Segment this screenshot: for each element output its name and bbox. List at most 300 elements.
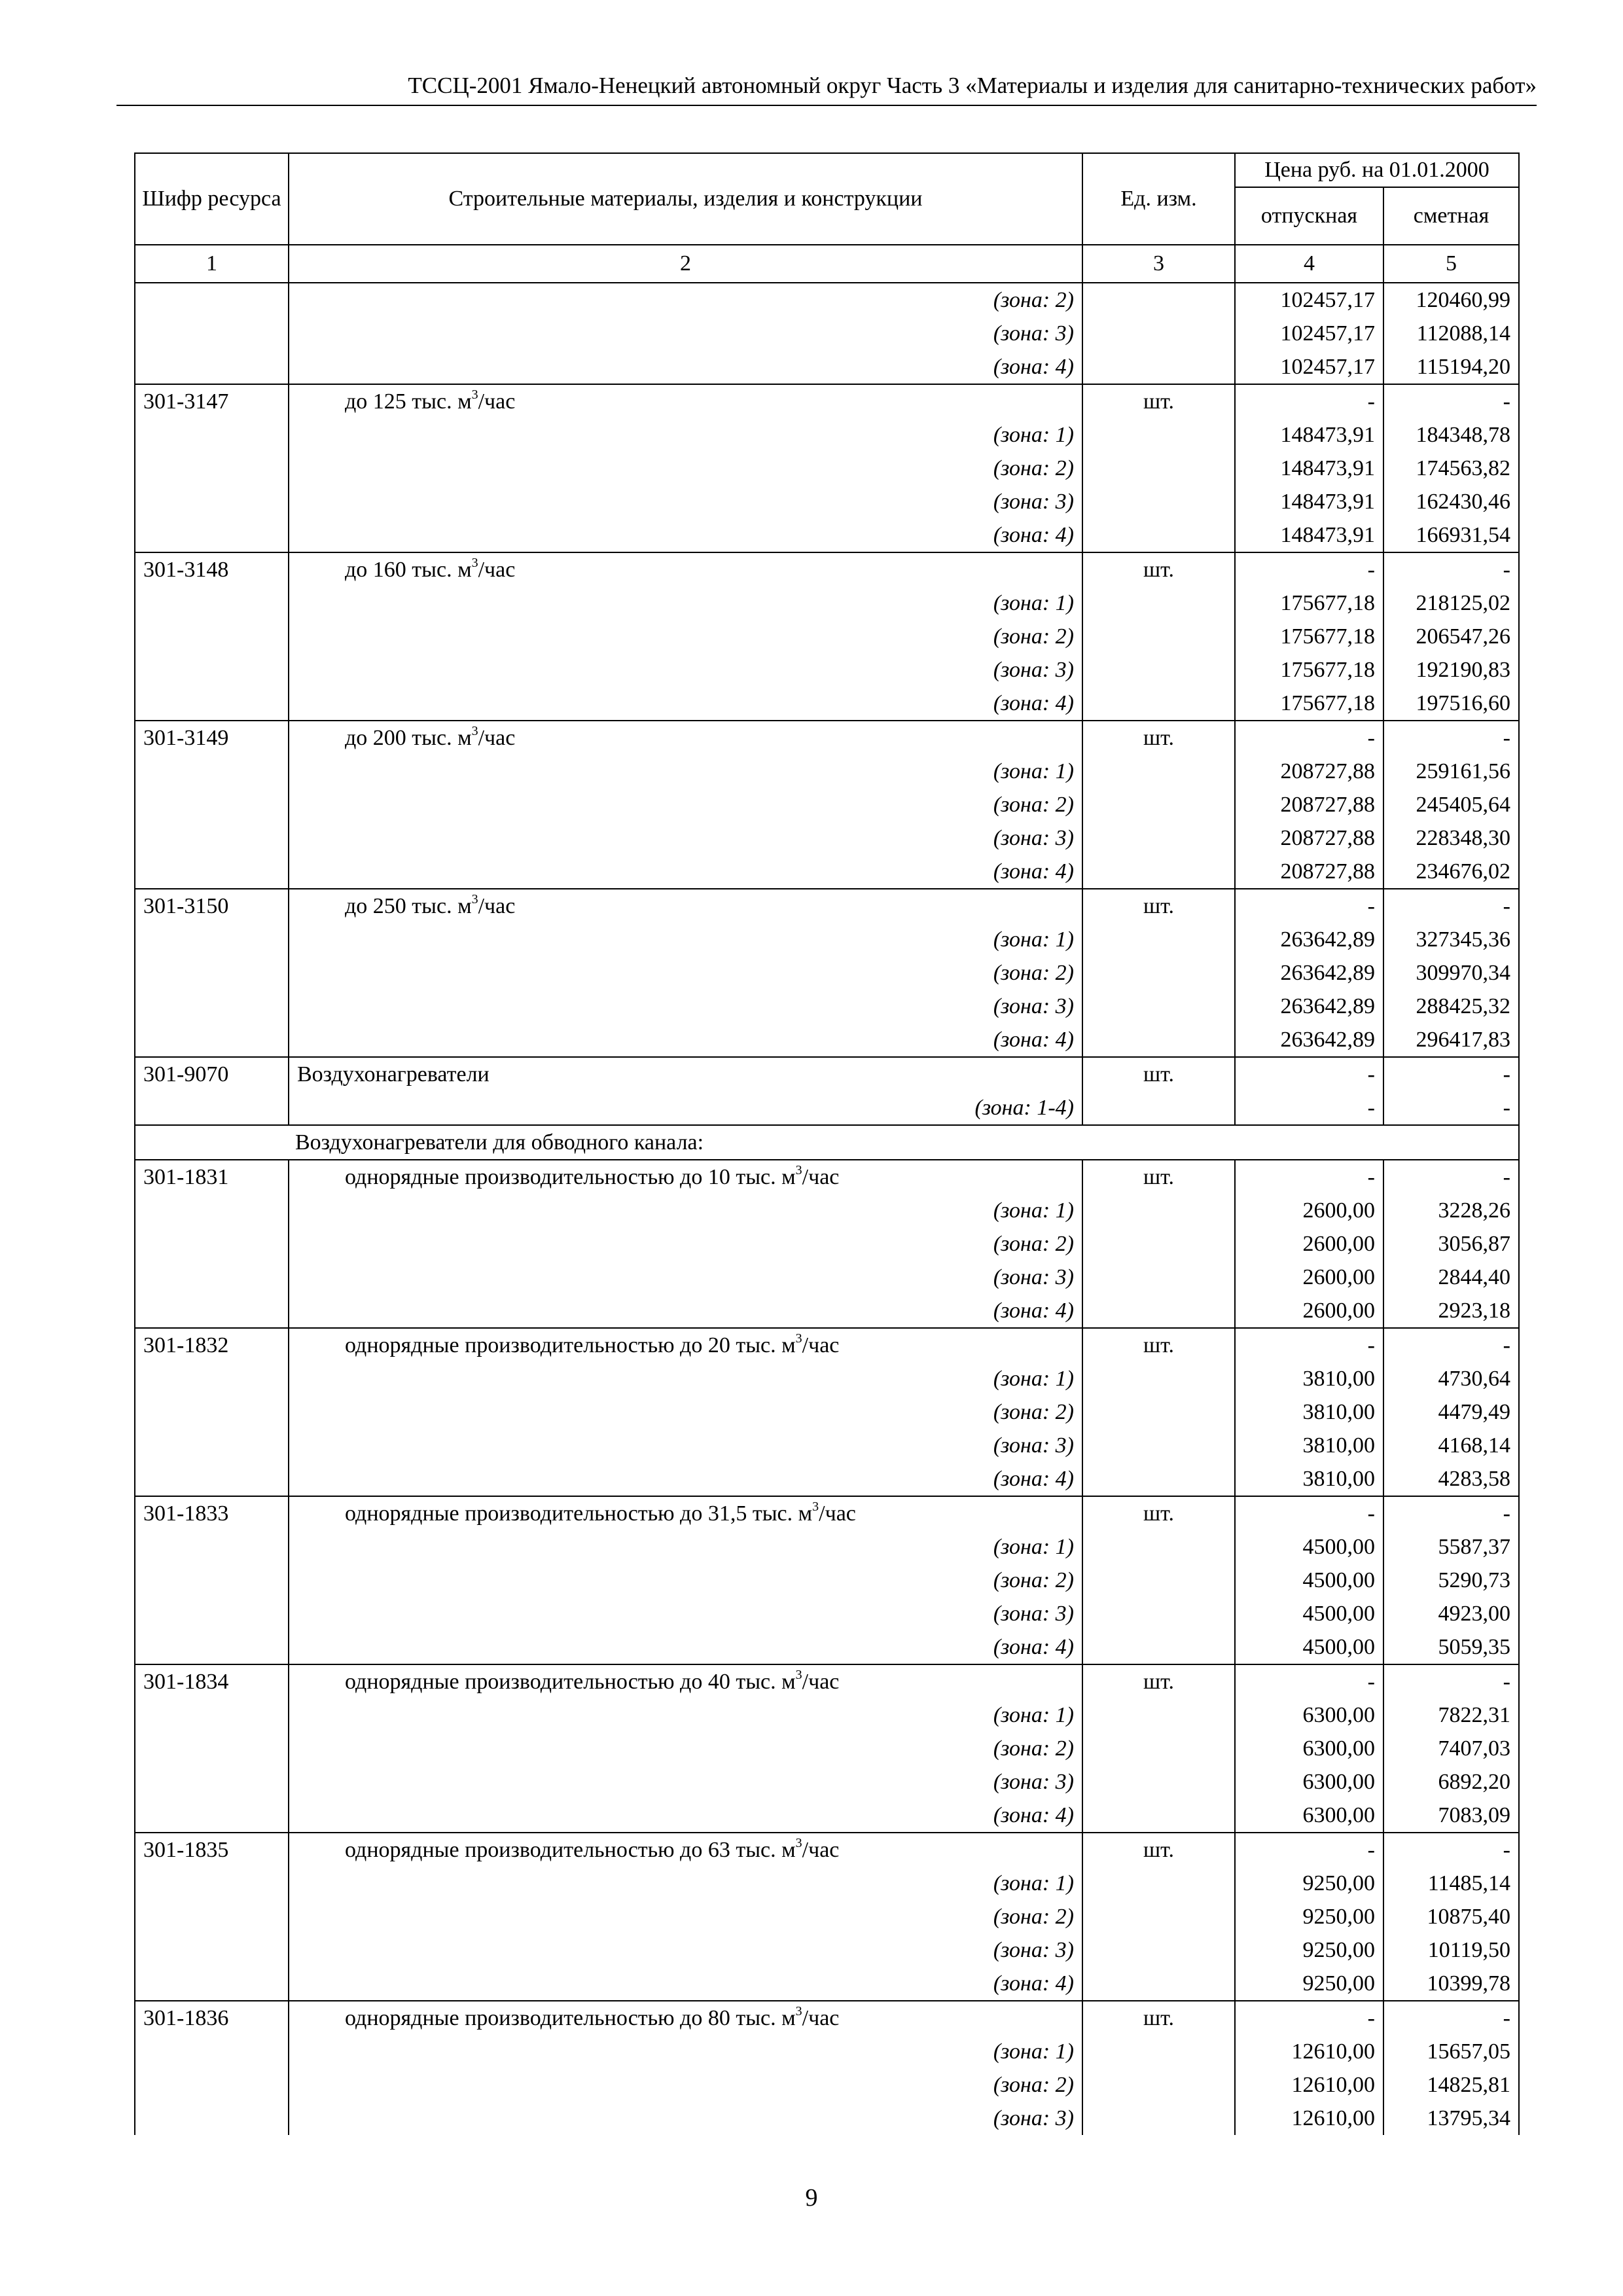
resource-code: 301-1832 <box>135 1328 289 1362</box>
resource-code-cell <box>135 1732 289 1765</box>
unit-cell <box>1082 1799 1235 1833</box>
material-name-suffix: /час <box>478 389 516 414</box>
price-estimate: 245405,64 <box>1383 788 1519 821</box>
table-row <box>135 1294 1519 1328</box>
table-row <box>135 1732 1519 1765</box>
price-estimate: 184348,78 <box>1383 418 1519 452</box>
material-name-suffix: /час <box>478 558 516 582</box>
zone-label: (зона: 1) <box>289 1867 1082 1900</box>
price-estimate: 174563,82 <box>1383 452 1519 485</box>
price-release: - <box>1235 1057 1383 1091</box>
price-release: 175677,18 <box>1235 687 1383 721</box>
unit-exponent: 3 <box>471 556 478 570</box>
price-estimate: 4168,14 <box>1383 1429 1519 1462</box>
material-name <box>289 1664 1082 1698</box>
zone-label: (зона: 1) <box>289 1698 1082 1732</box>
zone-label: (зона: 2) <box>289 1395 1082 1429</box>
zone-label: (зона: 3) <box>289 990 1082 1023</box>
resource-code-cell <box>135 350 289 384</box>
price-estimate: 166931,54 <box>1383 518 1519 552</box>
resource-code: 301-9070 <box>135 1057 289 1091</box>
price-estimate: 7822,31 <box>1383 1698 1519 1732</box>
material-name-suffix: /час <box>802 2006 840 2030</box>
header-unit: Ед. изм. <box>1082 153 1235 245</box>
price-estimate: - <box>1383 889 1519 923</box>
price-estimate: 206547,26 <box>1383 620 1519 653</box>
unit-cell <box>1082 1698 1235 1732</box>
price-release: 3810,00 <box>1235 1362 1383 1395</box>
unit-cell <box>1082 2102 1235 2135</box>
zone-label: (зона: 4) <box>289 350 1082 384</box>
table-row <box>135 1765 1519 1799</box>
price-release: - <box>1235 384 1383 418</box>
unit-exponent: 3 <box>795 1331 802 1346</box>
resource-code-cell <box>135 1597 289 1630</box>
price-estimate: 10399,78 <box>1383 1967 1519 2001</box>
price-estimate: 11485,14 <box>1383 1867 1519 1900</box>
unit-of-measure: шт. <box>1082 1328 1235 1362</box>
zone-label: (зона: 1) <box>289 755 1082 788</box>
price-release: - <box>1235 1496 1383 1530</box>
unit-cell <box>1082 1395 1235 1429</box>
price-estimate: 327345,36 <box>1383 923 1519 956</box>
zone-label: (зона: 2) <box>289 788 1082 821</box>
price-release: 6300,00 <box>1235 1765 1383 1799</box>
unit-cell <box>1082 283 1235 317</box>
unit-of-measure: шт. <box>1082 552 1235 586</box>
price-estimate: 112088,14 <box>1383 317 1519 350</box>
table-row <box>135 653 1519 687</box>
table-row <box>135 990 1519 1023</box>
unit-cell <box>1082 485 1235 518</box>
resource-code-cell <box>135 518 289 552</box>
table-row <box>135 1530 1519 1564</box>
unit-cell <box>1082 1900 1235 1933</box>
price-release: 6300,00 <box>1235 1799 1383 1833</box>
page-number: 9 <box>805 2184 818 2212</box>
unit-cell <box>1082 1564 1235 1597</box>
table-row <box>135 2068 1519 2102</box>
price-release: 208727,88 <box>1235 755 1383 788</box>
table-row <box>135 1261 1519 1294</box>
price-estimate: 120460,99 <box>1383 283 1519 317</box>
price-release: 9250,00 <box>1235 1900 1383 1933</box>
table-row <box>135 1091 1519 1125</box>
resource-code-cell <box>135 620 289 653</box>
table-row <box>135 1698 1519 1732</box>
resource-code: 301-1834 <box>135 1664 289 1698</box>
zone-label: (зона: 4) <box>289 518 1082 552</box>
unit-of-measure: шт. <box>1082 384 1235 418</box>
material-name-text: до 200 тыс. м <box>345 726 472 750</box>
resource-code-cell <box>135 1530 289 1564</box>
price-release: 208727,88 <box>1235 788 1383 821</box>
price-estimate: 5290,73 <box>1383 1564 1519 1597</box>
price-release: - <box>1235 889 1383 923</box>
resource-code-cell <box>135 1294 289 1328</box>
material-name-text: однорядные производительностью до 40 тыс. м <box>345 1670 796 1694</box>
resource-code-cell <box>135 317 289 350</box>
price-estimate: - <box>1383 1833 1519 1867</box>
unit-cell <box>1082 418 1235 452</box>
resource-code: 301-3149 <box>135 721 289 755</box>
price-release: - <box>1235 1091 1383 1125</box>
unit-cell <box>1082 1765 1235 1799</box>
zone-label: (зона: 3) <box>289 1765 1082 1799</box>
table-row <box>135 1564 1519 1597</box>
price-estimate: 6892,20 <box>1383 1765 1519 1799</box>
section-title: Воздухонагреватели для обводного канала: <box>135 1125 1519 1160</box>
unit-cell <box>1082 350 1235 384</box>
unit-cell <box>1082 1462 1235 1496</box>
zone-label: (зона: 3) <box>289 653 1082 687</box>
price-release: 4500,00 <box>1235 1564 1383 1597</box>
price-estimate: - <box>1383 1664 1519 1698</box>
table-row <box>135 1630 1519 1664</box>
unit-cell <box>1082 1967 1235 2001</box>
resource-code-cell <box>135 1630 289 1664</box>
resource-code-cell <box>135 1765 289 1799</box>
table-row <box>135 620 1519 653</box>
resource-code-cell <box>135 1395 289 1429</box>
table-row <box>135 1664 1519 1698</box>
resource-code-cell <box>135 1933 289 1967</box>
price-estimate: 10875,40 <box>1383 1900 1519 1933</box>
column-number: 2 <box>289 245 1082 283</box>
price-estimate: 3228,26 <box>1383 1194 1519 1227</box>
unit-exponent: 3 <box>795 1163 802 1177</box>
table-row <box>135 788 1519 821</box>
table-row <box>135 283 1519 317</box>
unit-cell <box>1082 653 1235 687</box>
resource-code-cell <box>135 990 289 1023</box>
table-row <box>135 1023 1519 1057</box>
zone-label: (зона: 2) <box>289 1900 1082 1933</box>
price-estimate: 15657,05 <box>1383 2035 1519 2068</box>
zone-label: (зона: 1-4) <box>289 1091 1082 1125</box>
resource-code-cell <box>135 1698 289 1732</box>
unit-cell <box>1082 755 1235 788</box>
price-release: - <box>1235 1833 1383 1867</box>
unit-exponent: 3 <box>471 892 478 906</box>
unit-cell <box>1082 956 1235 990</box>
material-name <box>289 721 1082 755</box>
zone-label: (зона: 3) <box>289 485 1082 518</box>
price-estimate: 288425,32 <box>1383 990 1519 1023</box>
price-estimate: - <box>1383 721 1519 755</box>
price-release: 148473,91 <box>1235 485 1383 518</box>
zone-label: (зона: 4) <box>289 1462 1082 1496</box>
table-row <box>135 350 1519 384</box>
resource-code-cell <box>135 687 289 721</box>
zone-label: (зона: 1) <box>289 586 1082 620</box>
price-estimate: 2844,40 <box>1383 1261 1519 1294</box>
table-row <box>135 1227 1519 1261</box>
material-name <box>289 1328 1082 1362</box>
unit-cell <box>1082 1429 1235 1462</box>
zone-label: (зона: 1) <box>289 923 1082 956</box>
table-row <box>135 1597 1519 1630</box>
table-row <box>135 821 1519 855</box>
material-name-suffix: /час <box>478 894 516 918</box>
header-rule <box>116 105 1537 106</box>
unit-cell <box>1082 990 1235 1023</box>
price-release: 263642,89 <box>1235 1023 1383 1057</box>
price-estimate: 309970,34 <box>1383 956 1519 990</box>
price-table <box>134 152 1520 2135</box>
unit-of-measure: шт. <box>1082 889 1235 923</box>
zone-label: (зона: 3) <box>289 2102 1082 2135</box>
price-release: 6300,00 <box>1235 1732 1383 1765</box>
unit-cell <box>1082 1362 1235 1395</box>
price-estimate: 7083,09 <box>1383 1799 1519 1833</box>
price-release: 175677,18 <box>1235 620 1383 653</box>
material-name-text: до 125 тыс. м <box>345 389 472 414</box>
resource-code: 301-3148 <box>135 552 289 586</box>
material-name-suffix: /час <box>802 1838 840 1862</box>
price-release: 208727,88 <box>1235 821 1383 855</box>
price-release: 2600,00 <box>1235 1294 1383 1328</box>
resource-code-cell <box>135 956 289 990</box>
unit-of-measure: шт. <box>1082 721 1235 755</box>
resource-code-cell <box>135 1462 289 1496</box>
material-name-suffix: /час <box>819 1501 856 1526</box>
unit-cell <box>1082 1867 1235 1900</box>
table-row <box>135 317 1519 350</box>
price-release: 9250,00 <box>1235 1933 1383 1967</box>
unit-cell <box>1082 821 1235 855</box>
unit-exponent: 3 <box>812 1499 819 1514</box>
material-name <box>289 2001 1082 2035</box>
resource-code: 301-3147 <box>135 384 289 418</box>
column-number: 3 <box>1082 245 1235 283</box>
zone-label: (зона: 2) <box>289 1564 1082 1597</box>
material-name-text: однорядные производительностью до 10 тыс. м <box>345 1165 796 1189</box>
unit-cell <box>1082 1194 1235 1227</box>
resource-code-cell <box>135 653 289 687</box>
unit-cell <box>1082 1261 1235 1294</box>
price-release: 175677,18 <box>1235 586 1383 620</box>
resource-code-cell <box>135 1091 289 1125</box>
resource-code-cell <box>135 855 289 889</box>
price-release: 12610,00 <box>1235 2102 1383 2135</box>
unit-cell <box>1082 452 1235 485</box>
zone-label: (зона: 4) <box>289 1799 1082 1833</box>
table-row <box>135 552 1519 586</box>
material-name <box>289 889 1082 923</box>
price-release: 4500,00 <box>1235 1530 1383 1564</box>
unit-cell <box>1082 855 1235 889</box>
resource-code: 301-1833 <box>135 1496 289 1530</box>
price-release: 102457,17 <box>1235 317 1383 350</box>
unit-cell <box>1082 518 1235 552</box>
resource-code: 301-1836 <box>135 2001 289 2035</box>
resource-code-cell <box>135 1799 289 1833</box>
price-release: 263642,89 <box>1235 990 1383 1023</box>
unit-cell <box>1082 1530 1235 1564</box>
unit-of-measure: шт. <box>1082 1057 1235 1091</box>
material-name-text: однорядные производительностью до 31,5 тыс. м <box>345 1501 813 1526</box>
table-row <box>135 1462 1519 1496</box>
price-estimate: 13795,34 <box>1383 2102 1519 2135</box>
zone-label: (зона: 4) <box>289 687 1082 721</box>
zone-label: (зона: 2) <box>289 283 1082 317</box>
price-release: 4500,00 <box>1235 1597 1383 1630</box>
resource-code-cell <box>135 2035 289 2068</box>
price-release: 208727,88 <box>1235 855 1383 889</box>
price-estimate: - <box>1383 1091 1519 1125</box>
unit-cell <box>1082 620 1235 653</box>
resource-code-cell <box>135 452 289 485</box>
material-name-text: однорядные производительностью до 63 тыс. м <box>345 1838 796 1862</box>
table-row <box>135 2035 1519 2068</box>
price-estimate: 5587,37 <box>1383 1530 1519 1564</box>
price-estimate: 5059,35 <box>1383 1630 1519 1664</box>
table-row <box>135 1125 1519 1160</box>
unit-cell <box>1082 2068 1235 2102</box>
table-row <box>135 418 1519 452</box>
table-body <box>135 283 1519 2135</box>
unit-exponent: 3 <box>471 387 478 402</box>
material-name: Воздухонагреватели <box>289 1057 1082 1091</box>
table-row <box>135 956 1519 990</box>
table-row <box>135 2001 1519 2035</box>
price-release: 102457,17 <box>1235 283 1383 317</box>
header-price-group: Цена руб. на 01.01.2000 <box>1235 153 1519 187</box>
material-name <box>289 1496 1082 1530</box>
price-release: 9250,00 <box>1235 1967 1383 2001</box>
zone-label: (зона: 3) <box>289 317 1082 350</box>
price-release: 3810,00 <box>1235 1395 1383 1429</box>
material-name-suffix: /час <box>802 1333 840 1357</box>
column-number: 4 <box>1235 245 1383 283</box>
resource-code-cell <box>135 755 289 788</box>
header-name: Строительные материалы, изделия и конструкции <box>289 153 1082 245</box>
unit-of-measure: шт. <box>1082 2001 1235 2035</box>
zone-label: (зона: 4) <box>289 855 1082 889</box>
price-release: 12610,00 <box>1235 2068 1383 2102</box>
table-row <box>135 518 1519 552</box>
resource-code: 301-1835 <box>135 1833 289 1867</box>
unit-cell <box>1082 1933 1235 1967</box>
price-release: - <box>1235 552 1383 586</box>
zone-label: (зона: 3) <box>289 1597 1082 1630</box>
unit-exponent: 3 <box>471 724 478 738</box>
material-name-text: однорядные производительностью до 80 тыс. м <box>345 2006 796 2030</box>
table-row <box>135 1933 1519 1967</box>
unit-cell <box>1082 788 1235 821</box>
price-estimate: 7407,03 <box>1383 1732 1519 1765</box>
table-row <box>135 1194 1519 1227</box>
table-row <box>135 1057 1519 1091</box>
price-release: 175677,18 <box>1235 653 1383 687</box>
unit-cell <box>1082 1023 1235 1057</box>
table-row <box>135 1799 1519 1833</box>
price-release: 263642,89 <box>1235 923 1383 956</box>
unit-cell <box>1082 1227 1235 1261</box>
zone-label: (зона: 2) <box>289 620 1082 653</box>
resource-code-cell <box>135 485 289 518</box>
price-release: - <box>1235 2001 1383 2035</box>
zone-label: (зона: 2) <box>289 956 1082 990</box>
header-code: Шифр ресурса <box>135 153 289 245</box>
zone-label: (зона: 1) <box>289 1362 1082 1395</box>
price-estimate: 259161,56 <box>1383 755 1519 788</box>
price-estimate: - <box>1383 2001 1519 2035</box>
price-release: - <box>1235 1160 1383 1194</box>
resource-code-cell <box>135 1429 289 1462</box>
price-estimate: 10119,50 <box>1383 1933 1519 1967</box>
zone-label: (зона: 4) <box>289 1294 1082 1328</box>
price-estimate: 4923,00 <box>1383 1597 1519 1630</box>
resource-code-cell <box>135 1261 289 1294</box>
table-row <box>135 687 1519 721</box>
material-name-suffix: /час <box>802 1670 840 1694</box>
resource-code-cell <box>135 1023 289 1057</box>
price-estimate: 4730,64 <box>1383 1362 1519 1395</box>
zone-label: (зона: 2) <box>289 452 1082 485</box>
unit-exponent: 3 <box>795 2004 802 2018</box>
price-release: 148473,91 <box>1235 518 1383 552</box>
zone-label: (зона: 1) <box>289 1530 1082 1564</box>
price-release: 2600,00 <box>1235 1261 1383 1294</box>
unit-cell <box>1082 1294 1235 1328</box>
price-estimate: - <box>1383 1496 1519 1530</box>
material-name-text: до 250 тыс. м <box>345 894 472 918</box>
zone-label: (зона: 2) <box>289 2068 1082 2102</box>
zone-label: (зона: 3) <box>289 1429 1082 1462</box>
table-row <box>135 1867 1519 1900</box>
table-row <box>135 485 1519 518</box>
zone-label: (зона: 4) <box>289 1967 1082 2001</box>
price-release: 4500,00 <box>1235 1630 1383 1664</box>
resource-code-cell <box>135 1867 289 1900</box>
material-name <box>289 1160 1082 1194</box>
material-name <box>289 1833 1082 1867</box>
table-row <box>135 2102 1519 2135</box>
unit-cell <box>1082 923 1235 956</box>
unit-exponent: 3 <box>795 1836 802 1850</box>
unit-cell <box>1082 1091 1235 1125</box>
price-estimate: 14825,81 <box>1383 2068 1519 2102</box>
resource-code-cell <box>135 923 289 956</box>
price-release: 3810,00 <box>1235 1429 1383 1462</box>
price-estimate: 115194,20 <box>1383 350 1519 384</box>
table-row <box>135 1833 1519 1867</box>
price-estimate: 234676,02 <box>1383 855 1519 889</box>
table-row <box>135 721 1519 755</box>
unit-cell <box>1082 1630 1235 1664</box>
price-release: 9250,00 <box>1235 1867 1383 1900</box>
price-estimate: 296417,83 <box>1383 1023 1519 1057</box>
material-name-suffix: /час <box>802 1165 840 1189</box>
resource-code-cell <box>135 821 289 855</box>
resource-code-cell <box>135 586 289 620</box>
price-estimate: 228348,30 <box>1383 821 1519 855</box>
zone-label: (зона: 3) <box>289 821 1082 855</box>
unit-of-measure: шт. <box>1082 1664 1235 1698</box>
table-row <box>135 855 1519 889</box>
header-price-release: отпускная <box>1235 187 1383 245</box>
resource-code-cell <box>135 1967 289 2001</box>
resource-code-cell <box>135 418 289 452</box>
column-number: 1 <box>135 245 289 283</box>
zone-label: (зона: 4) <box>289 1630 1082 1664</box>
material-name-suffix: /час <box>478 726 516 750</box>
table-row <box>135 1160 1519 1194</box>
material-name-text: до 160 тыс. м <box>345 558 472 582</box>
running-header: ТССЦ-2001 Ямало-Ненецкий автономный округ Часть 3 «Материалы и изделия для санитарно-технических работ» <box>408 73 1537 98</box>
